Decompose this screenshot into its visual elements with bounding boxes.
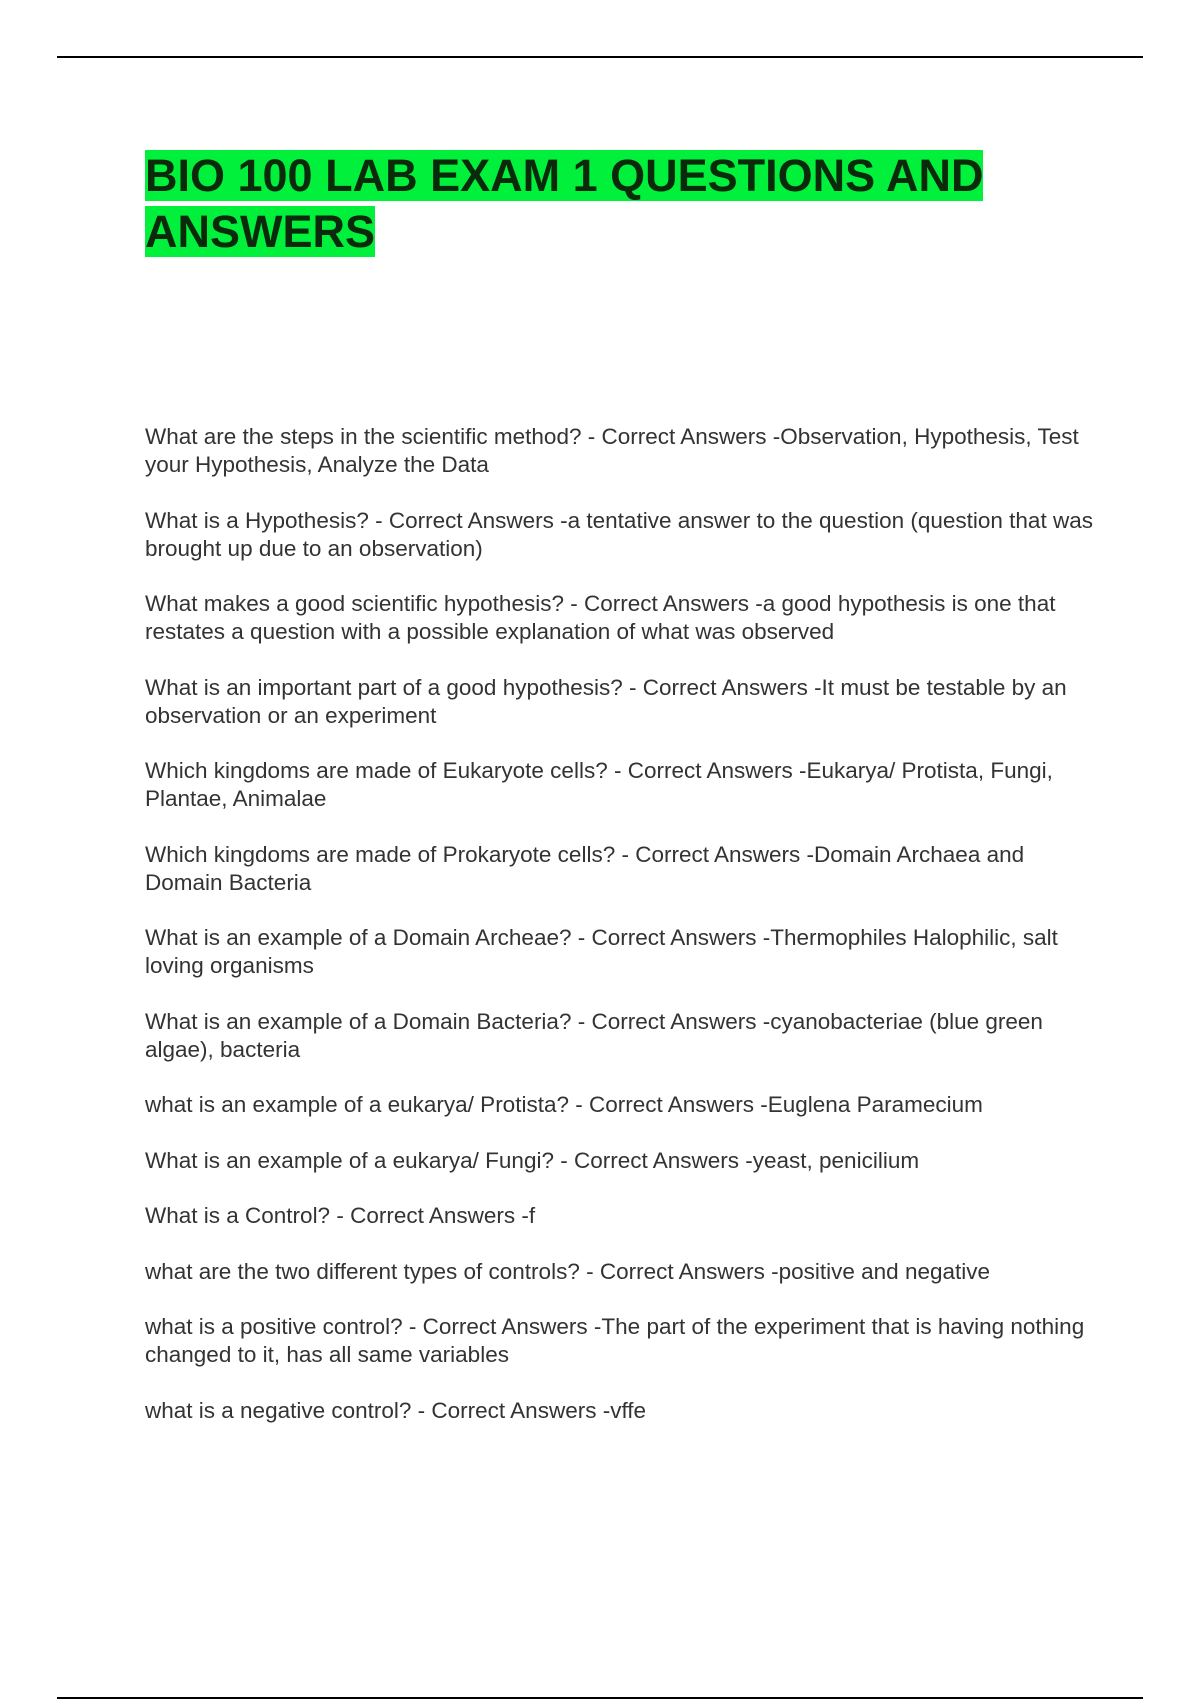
qa-item: What is an example of a Domain Bacteria? - Correct Answers -cyanobacteriae (blue green algae), bacteria	[145, 1008, 1043, 1062]
document-title	[145, 148, 1065, 260]
qa-item: What is an example of a eukarya/ Fungi? - Correct Answers -yeast, penicilium	[145, 1147, 920, 1173]
title-block	[145, 148, 1065, 260]
qa-item: What is an important part of a good hypothesis? - Correct Answers -It must be testable by an observation or an experiment	[145, 674, 1067, 728]
bottom-divider	[57, 1697, 1143, 1699]
qa-item: what is a positive control? - Correct Answers -The part of the experiment that is having nothing changed to it, has all same variables	[145, 1314, 1085, 1367]
qa-item: what are the two different types of controls? - Correct Answers -positive and negative	[145, 1258, 991, 1284]
qa-item: what is an example of a eukarya/ Protista? - Correct Answers -Euglena Paramecium	[145, 1092, 983, 1117]
qa-item: what is a negative control? - Correct Answers -vffe	[145, 1397, 647, 1423]
qa-item: What makes a good scientific hypothesis? - Correct Answers -a good hypothesis is one that restates a question with a possible explanation of what was observed	[145, 591, 1056, 644]
top-divider	[57, 56, 1143, 58]
qa-item: What is an example of a Domain Archeae? - Correct Answers -Thermophiles Halophilic, salt loving organisms	[145, 925, 1058, 978]
qa-item: What is a Hypothesis? - Correct Answers -a tentative answer to the question (question that was brought up due to an observation)	[145, 507, 1093, 561]
qa-item: What are the steps in the scientific method? - Correct Answers -Observation, Hypothesis, Test your Hypothesis, Analyze the Data	[145, 424, 1079, 477]
qa-item: Which kingdoms are made of Prokaryote cells? - Correct Answers -Domain Archaea and Domain Bacteria	[145, 841, 1025, 895]
document-title-text: BIO 100 LAB EXAM 1 QUESTIONS AND ANSWERS	[145, 150, 984, 257]
qa-item: What is a Control? - Correct Answers -f	[145, 1203, 536, 1228]
qa-list	[145, 423, 1105, 1452]
qa-item: Which kingdoms are made of Eukaryote cells? - Correct Answers -Eukarya/ Protista, Fungi, Plantae, Animalae	[145, 758, 1053, 811]
